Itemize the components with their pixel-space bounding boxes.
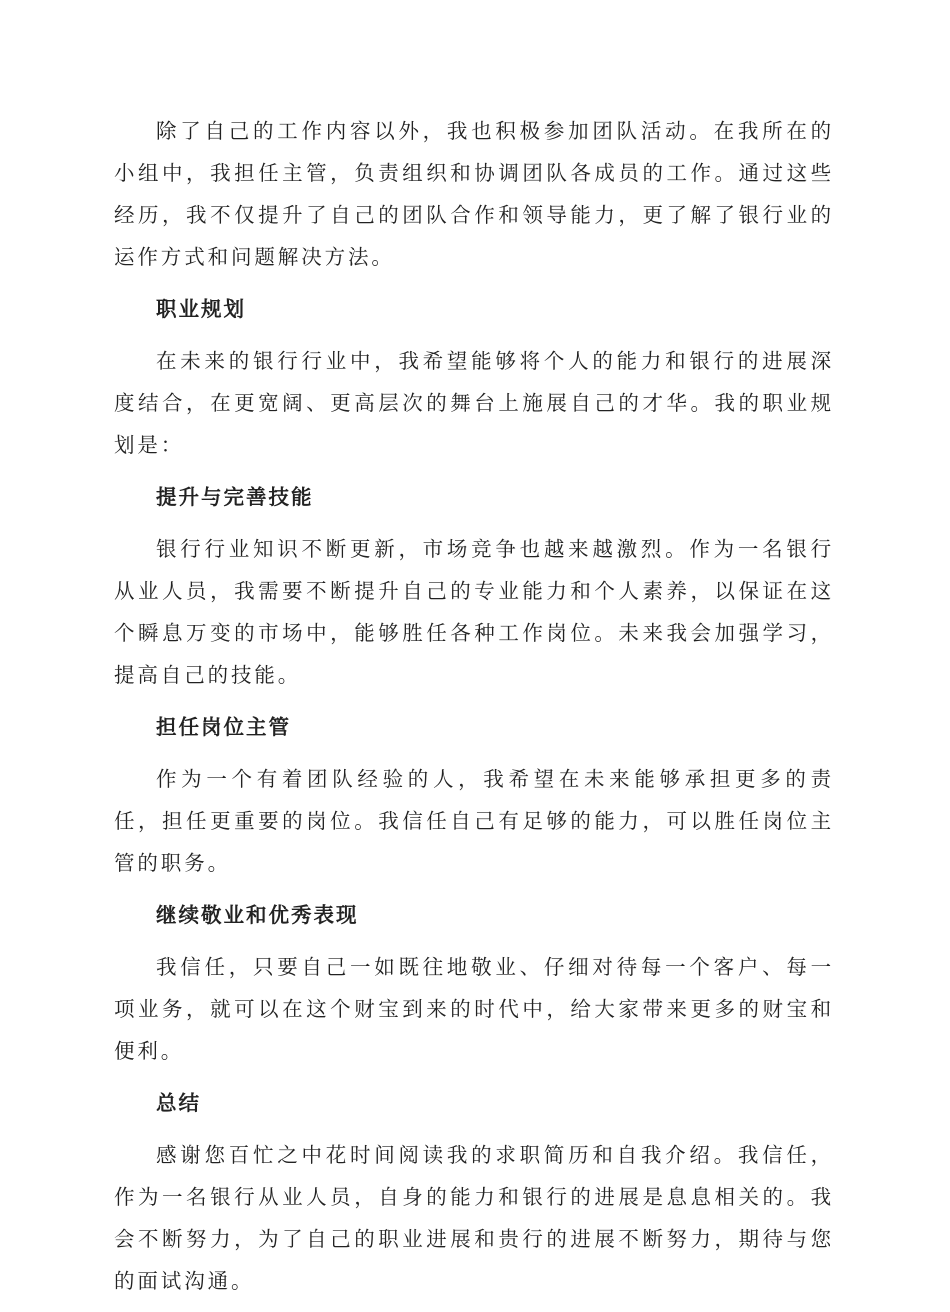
paragraph-supervisor-role: 作为一个有着团队经验的人，我希望在未来能够承担更多的责任，担任更重要的岗位。我信任自己有足够的能力，可以胜任岗位主管的职务。 <box>114 767 834 875</box>
document-body <box>114 110 834 1312</box>
heading-supervisor-role: 担任岗位主管 <box>156 715 291 739</box>
heading-improve-skills: 提升与完善技能 <box>156 485 314 509</box>
heading-career-planning: 职业规划 <box>156 297 246 321</box>
paragraph-improve-skills: 银行行业知识不断更新，市场竞争也越来越激烈。作为一名银行从业人员，我需要不断提升自己的专业能力和个人素养，以保证在这个瞬息万变的市场中，能够胜任各种工作岗位。未来我会加强学习，提高自己的技能。 <box>114 537 834 687</box>
paragraph-career-planning: 在未来的银行行业中，我希望能够将个人的能力和银行的进展深度结合，在更宽阔、更高层次的舞台上施展自己的才华。我的职业规划是： <box>114 349 834 457</box>
heading-dedication: 继续敬业和优秀表现 <box>156 903 359 927</box>
paragraph-dedication: 我信任，只要自己一如既往地敬业、仔细对待每一个客户、每一项业务，就可以在这个财宝到来的时代中，给大家带来更多的财宝和便利。 <box>114 955 834 1063</box>
heading-summary: 总结 <box>156 1091 201 1115</box>
paragraph-team-activities: 除了自己的工作内容以外，我也积极参加团队活动。在我所在的小组中，我担任主管，负责组织和协调团队各成员的工作。通过这些经历，我不仅提升了自己的团队合作和领导能力，更了解了银行业的运作方式和问题解决方法。 <box>114 119 834 269</box>
paragraph-summary: 感谢您百忙之中花时间阅读我的求职简历和自我介绍。我信任，作为一名银行从业人员，自身的能力和银行的进展是息息相关的。我会不断努力，为了自己的职业进展和贵行的进展不断努力，期待与您的面试沟通。 <box>114 1143 834 1293</box>
